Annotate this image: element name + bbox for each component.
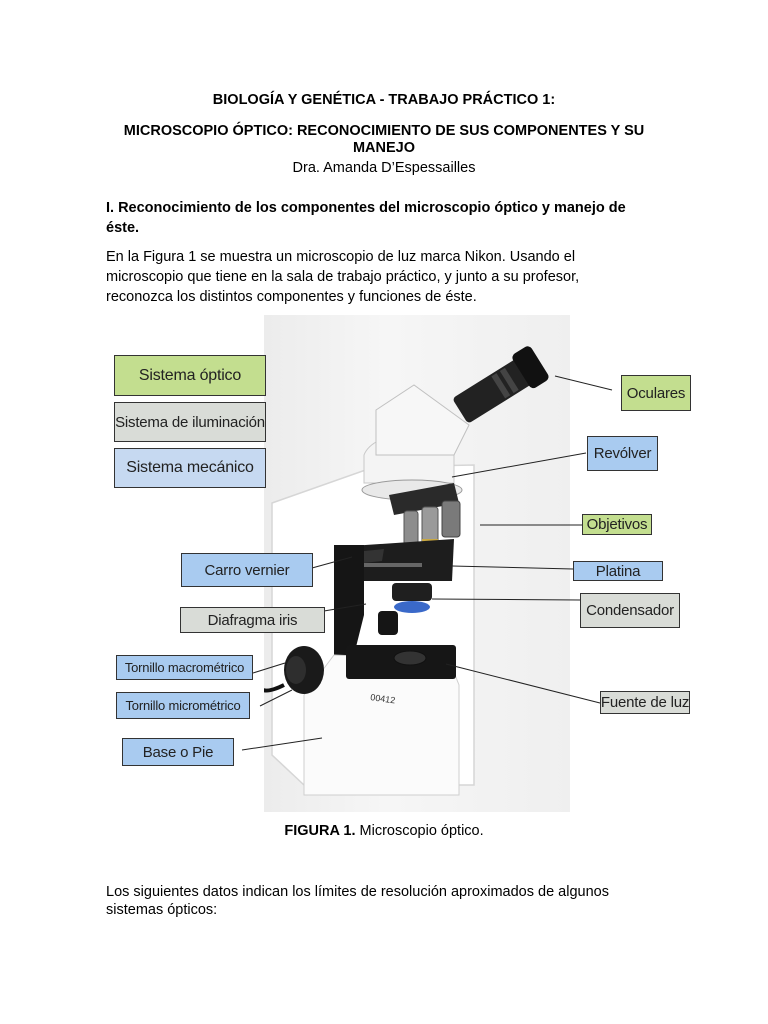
intro-paragraph-line3: reconozca los distintos componentes y funciones de éste.: [106, 289, 477, 305]
document-subtitle-line1: MICROSCOPIO ÓPTICO: RECONOCIMIENTO DE SUS COMPONENTES Y SU: [123, 123, 645, 139]
section-heading-line2: éste.: [106, 220, 140, 236]
label-carro-vernier: Carro vernier: [181, 553, 313, 587]
label-base-o-pie: Base o Pie: [122, 738, 234, 766]
label-tornillo-macrometrico: Tornillo macrométrico: [116, 655, 253, 680]
label-fuente-de-luz: Fuente de luz: [600, 691, 690, 714]
label-revolver: Revólver: [587, 436, 658, 471]
footer-paragraph-line2: sistemas ópticos:: [106, 902, 218, 918]
label-objetivos: Objetivos: [582, 514, 652, 535]
figure-caption-text: Microscopio óptico.: [355, 823, 484, 839]
figure-caption-bold: FIGURA 1.: [284, 823, 356, 839]
label-tornillo-micrometrico: Tornillo micrométrico: [116, 692, 250, 719]
label-diafragma-iris: Diafragma iris: [180, 607, 325, 633]
legend-optical-system: Sistema óptico: [114, 355, 266, 396]
document-title: BIOLOGÍA Y GENÉTICA - TRABAJO PRÁCTICO 1:: [212, 92, 556, 108]
author-name: Dra. Amanda D’Espessailles: [292, 160, 476, 176]
legend-illumination-system: Sistema de iluminación: [114, 402, 266, 442]
label-condensador: Condensador: [580, 593, 680, 628]
section-heading-line1: I. Reconocimiento de los componentes del microscopio óptico y manejo de: [106, 200, 626, 216]
legend-mechanical-system: Sistema mecánico: [114, 448, 266, 488]
label-platina: Platina: [573, 561, 663, 581]
figure-caption: [100, 823, 668, 839]
intro-paragraph-line2: microscopio que tiene en la sala de trabajo práctico, y junto a su profesor,: [106, 269, 580, 285]
document-subtitle-line2: MANEJO: [352, 140, 416, 156]
footer-paragraph-line1: Los siguientes datos indican los límites de resolución aproximados de algunos: [106, 884, 609, 900]
intro-paragraph-line1: En la Figura 1 se muestra un microscopio de luz marca Nikon. Usando el: [106, 249, 576, 265]
serial-number: 00412: [369, 692, 396, 706]
label-oculares: Oculares: [621, 375, 691, 411]
